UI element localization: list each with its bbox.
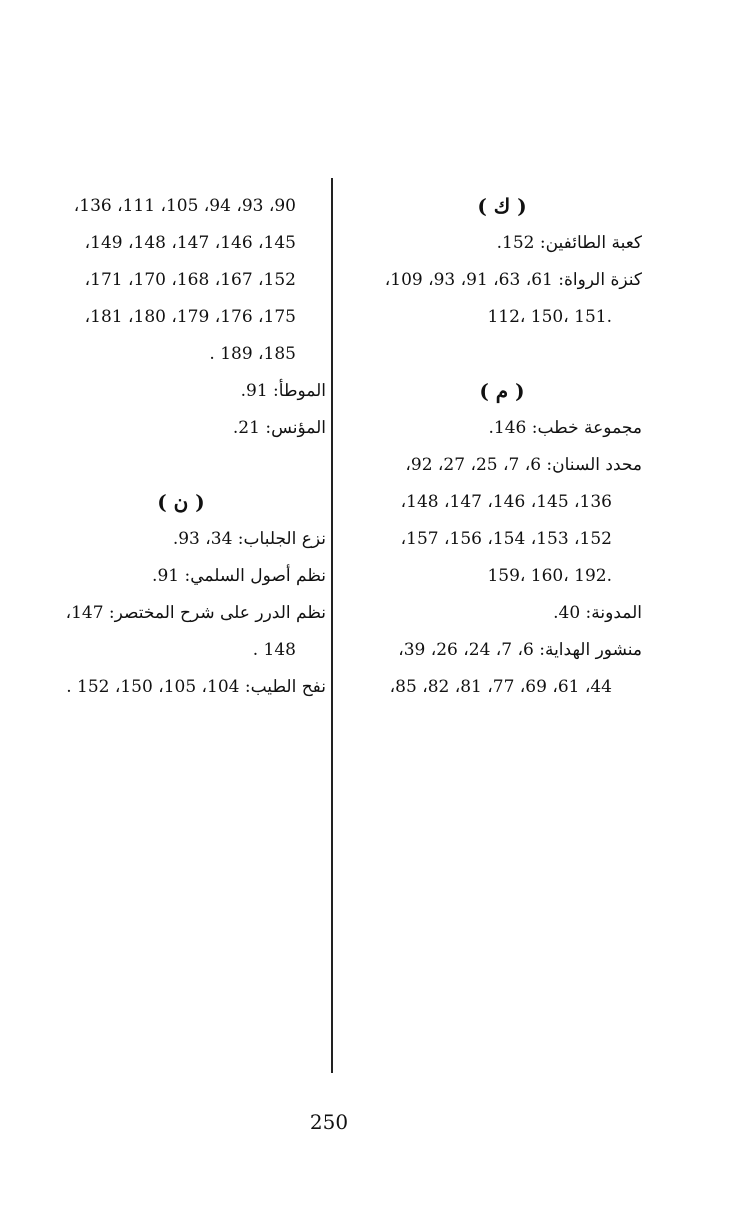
index-entry-continuation: .151 ،150 ،112	[487, 307, 612, 327]
section-heading-kaf: ( ك )	[477, 194, 527, 218]
index-entry: المدونة: 40.	[553, 603, 642, 623]
section-gap	[36, 447, 326, 484]
index-entry: منشور الهداية: 6، 7، 24، 26، 39،	[398, 640, 642, 660]
index-entry-continuation: 185، 189 .	[209, 344, 296, 364]
index-entry: كنزة الرواة: 61، 63، 91، 93، 109،	[384, 270, 642, 290]
index-entry-continuation: 145، 146، 147، 148، 149،	[84, 233, 296, 253]
index-entry-continuation: 90، 93، 94، 105، 111، 136،	[73, 196, 296, 216]
index-entry: الموطأ: 91.	[240, 381, 326, 401]
index-entry: نفح الطيب: 104، 105، 150، 152 .	[66, 677, 326, 697]
index-entry-continuation: 152، 153، 154، 156، 157،	[400, 529, 612, 549]
section-gap	[362, 336, 642, 373]
index-entry-continuation: 148 .	[252, 640, 296, 660]
index-entry: نظم أصول السلمي: 91.	[152, 566, 326, 586]
left-column	[36, 188, 326, 706]
index-entry: كعبة الطائفين: 152.	[496, 233, 642, 253]
column-divider	[331, 178, 333, 1073]
index-entry-continuation: 136، 145، 146، 147، 148،	[400, 492, 612, 512]
index-entry: المؤنس: 21.	[232, 418, 326, 438]
section-heading-nun: ( ن )	[157, 490, 205, 514]
right-column	[362, 188, 642, 706]
index-entry: مجموعة خطب: 146.	[488, 418, 642, 438]
index-entry-continuation: .192 ،160 ،159	[487, 566, 612, 586]
index-entry: نظم الدرر على شرح المختصر: 147،	[65, 603, 326, 623]
index-entry-continuation: 44، 61، 69، 77، 81، 82، 85،	[389, 677, 612, 697]
page-number: 250	[309, 1110, 349, 1134]
index-entry: محدد السنان: 6، 7، 25، 27، 92،	[405, 455, 642, 475]
index-entry-continuation: 152، 167، 168، 170، 171،	[84, 270, 296, 290]
section-heading-mim: ( م )	[479, 379, 525, 403]
index-entry: نزع الجلباب: 34، 93.	[172, 529, 326, 549]
index-entry-continuation: 175، 176، 179، 180، 181،	[84, 307, 296, 327]
